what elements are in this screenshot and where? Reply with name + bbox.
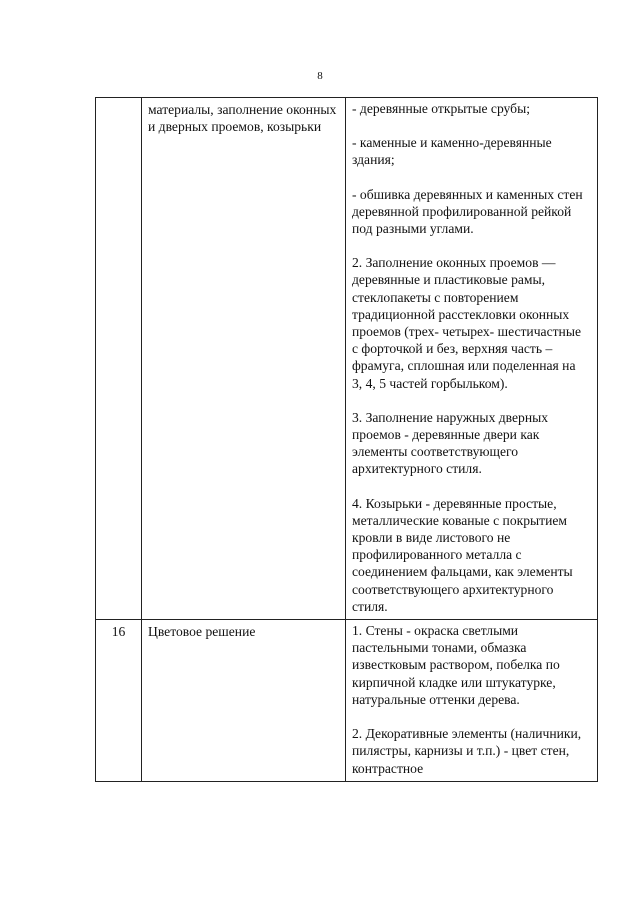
table-row (96, 620, 598, 782)
description-paragraph: - деревянные открытые срубы; (352, 101, 531, 116)
description-paragraph: 2. Заполнение оконных проемов — деревянные и пластиковые рамы, стеклопакеты с повторением традиционной расстекловки оконных проемов (трех- четырех- шестичастные с форточкой и без, верхняя часть – фрамуга, сплошная или поделенная на 3, 4, 5 частей горбыльком). (352, 255, 581, 391)
description-paragraph: - обшивка деревянных и каменных стен деревянной профилированной рейкой под разными углами. (352, 186, 583, 237)
row-name-cell: материалы, заполнение оконных и дверных проемов, козырьки (142, 98, 346, 620)
row-description-cell (346, 620, 598, 782)
row-description-cell (346, 98, 598, 620)
description-paragraph: 2. Декоративные элементы (наличники, пилястры, карнизы и т.п.) - цвет стен, контрастное (352, 726, 582, 776)
row-number-cell: 16 (96, 620, 142, 782)
description-paragraph: 1. Стены - окраска светлыми пастельными тонами, обмазка известковым раствором, побелка по кирпичной кладке или штукатурке, натуральные оттенки дерева. (352, 623, 560, 707)
description-paragraph: 4. Козырьки - деревянные простые, металлические кованые с покрытием кровли в виде листового не профилированного металла с соединением фальцами, как элементы соответствующего архитектурного стиля. (352, 495, 573, 614)
requirements-table (95, 97, 598, 782)
description-paragraph: - каменные и каменно-деревянные здания; (352, 135, 552, 168)
page-number: 8 (317, 70, 323, 82)
table-row (96, 98, 598, 620)
row-number-cell (96, 98, 142, 620)
description-paragraph: 3. Заполнение наружных дверных проемов - деревянные двери как элементы соответствующего архитектурного стиля. (352, 409, 549, 477)
row-name-cell: Цветовое решение (142, 620, 346, 782)
